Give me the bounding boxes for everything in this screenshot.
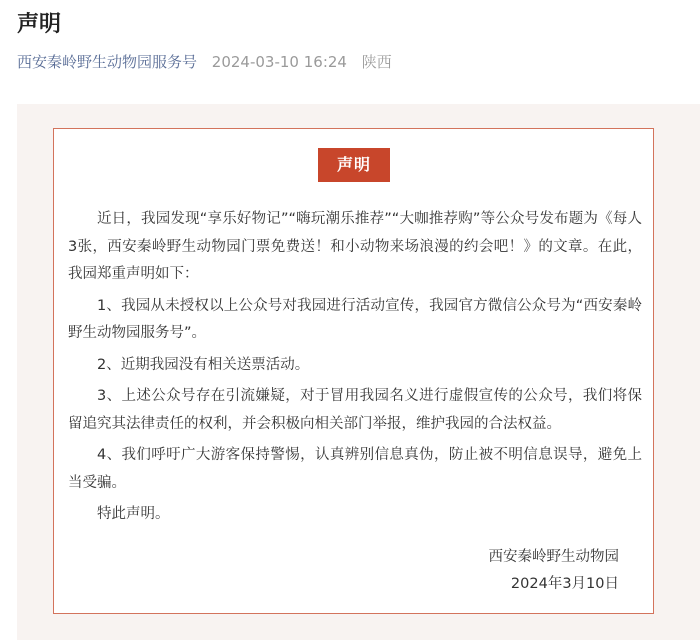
notice-paragraph-1: 1、我园从未授权以上公众号对我园进行活动宣传，我园官方微信公众号为“西安秦岭野生动物园服务号”。 [68,297,642,341]
notice-signature-block [489,544,620,598]
notice-badge: 声明 [318,148,390,182]
notice-body [68,206,642,533]
notice-paragraph-closing: 特此声明。 [97,506,170,522]
signature-organization: 西安秦岭野生动物园 [488,549,619,565]
publish-date: 2024-03-10 16:24 [211,53,347,71]
notice-frame [53,128,654,614]
account-name-link[interactable]: 西安秦岭野生动物园服务号 [17,53,198,71]
notice-paragraph-2: 2、近期我园没有相关送票活动。 [97,356,310,373]
notice-paragraph-4: 4、我们呼吁广大游客保持警惕，认真辨别信息真伪，防止被不明信息误导，避免上当受骗。 [68,447,642,491]
article-title: 声明 [17,12,62,37]
notice-paragraph-intro: 近日，我园发现“享乐好物记”“嗨玩潮乐推荐”“大咖推荐购”等公众号发布题为《每人3张，西安秦岭野生动物园门票免费送！和小动物来场浪漫的约会吧！》的文章。在此，我园郑重声明如下： [68,211,642,282]
signature-date: 2024年3月10日 [510,576,619,592]
publish-location: 陕西 [361,53,392,71]
article-meta [17,51,392,73]
notice-paragraph-3: 3、上述公众号存在引流嫌疑，对于冒用我园名义进行虚假宣传的公众号，我们将保留追究其法律责任的权利，并会积极向相关部门举报，维护我园的合法权益。 [68,388,642,432]
